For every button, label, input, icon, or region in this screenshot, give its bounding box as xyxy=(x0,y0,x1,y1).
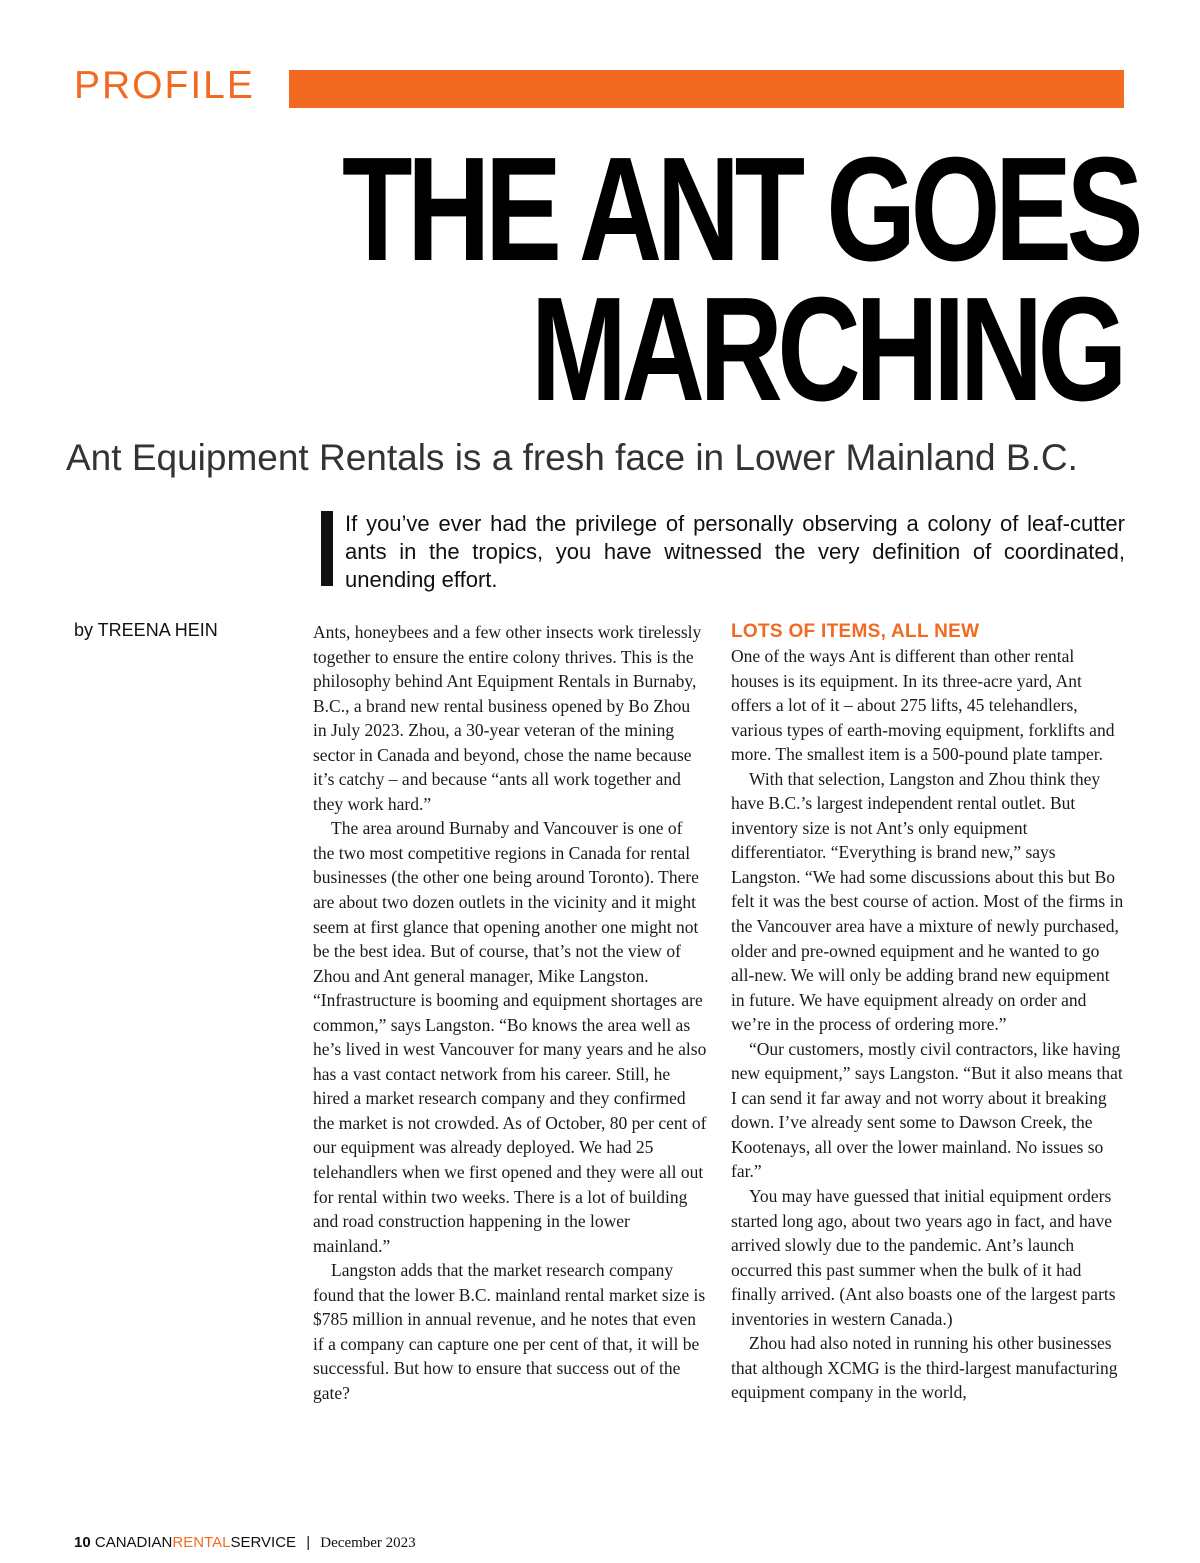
body-paragraph: Ants, honeybees and a few other insects work tirelessly together to ensure the entire colony thrives. This is the philosophy behind Ant Equipment Rentals in Burnaby, B.C., a brand new rental business opened by Bo Zhou in July 2023. Zhou, a 30-year veteran of the mining sector in Canada and beyond, chose the name because it’s catchy – and because “ants all work together and they work hard.” xyxy=(313,622,702,814)
dropcap-bar xyxy=(321,511,333,586)
article-column-right xyxy=(731,620,1125,1405)
body-paragraph: With that selection, Langston and Zhou think they have B.C.’s largest independent rental outlet. But inventory size is not Ant’s only equipment differentiator. “Everything is brand new,” says Langston. “We had some discussions about this but Bo felt it was the best course of action. Most of the firms in the Vancouver area have a mixture of newly purchased, older and pre-owned equipment and he wanted to go all-new. We will only be adding brand new equipment in future. We have equipment already on order and we’re in the process of ordering more.” xyxy=(731,768,1124,1035)
article-column-left xyxy=(313,620,707,1406)
headline-line-1: THE ANT GOES xyxy=(342,127,1139,292)
magazine-title xyxy=(95,1534,296,1551)
lead-paragraph: If you’ve ever had the privilege of personally observing a colony of leaf-cutter ants in the tropics, you have witnessed the very definition of coordinated, unending effort. xyxy=(345,511,1125,592)
section-label: PROFILE xyxy=(74,64,255,107)
page-number: 10 xyxy=(74,1534,91,1551)
headline xyxy=(342,127,1139,432)
issue-date: December 2023 xyxy=(320,1535,416,1551)
subhead: LOTS OF ITEMS, ALL NEW xyxy=(731,621,980,642)
body-paragraph: The area around Burnaby and Vancouver is one of the two most competitive regions in Canada for rental businesses (the other one being around Toronto). There are about two dozen outlets in the vicinity and it might seem at first glance that opening another one might not be the best idea. But of course, that’s not the view of Zhou and Ant general manager, Mike Langston. “Infrastructure is booming and equipment shortages are common,” says Langston. “Bo knows the area well as he’s lived in west Vancouver for many years and he also has a vast contact network from his career. Still, he hired a market research company and they confirmed the market is not crowded. As of October, 80 per cent of our equipment was already deployed. We had 25 telehandlers when we first opened and they were all out for rental within two weeks. There is a lot of building and road construction happening in the lower mainland.” xyxy=(313,818,707,1256)
byline: by TREENA HEIN xyxy=(74,620,218,640)
footer-divider: | xyxy=(306,1534,311,1551)
magazine-title-part-3: SERVICE xyxy=(230,1534,297,1551)
page-footer xyxy=(74,1534,416,1552)
section-accent-bar xyxy=(289,70,1124,108)
deck: Ant Equipment Rentals is a fresh face in Lower Mainland B.C. xyxy=(66,437,1078,478)
body-paragraph: “Our customers, mostly civil contractors, like having new equipment,” says Langston. “But it also means that I can send it far away and not worry about it breaking down. I’ve already sent some to Dawson Creek, the Kootenays, all over the lower mainland. No issues so far.” xyxy=(731,1038,1123,1182)
body-paragraph: Langston adds that the market research company found that the lower B.C. mainland rental market size is $785 million in annual revenue, and he notes that even if a company can capture one per cent of that, it will be successful. But how to ensure that success out of the gate? xyxy=(313,1260,706,1403)
magazine-title-part-1: CANADIAN xyxy=(94,1534,173,1551)
headline-line-2: MARCHING xyxy=(530,267,1122,432)
body-paragraph: Zhou had also noted in running his other businesses that although XCMG is the third-largest manufacturing equipment company in the world, xyxy=(731,1333,1118,1403)
body-paragraph: You may have guessed that initial equipment orders started long ago, about two years ago in fact, and have arrived slowly due to the pandemic. Ant’s launch occurred this past summer when the bulk of it had finally arrived. (Ant also boasts one of the largest parts inventories in western Canada.) xyxy=(731,1186,1116,1329)
magazine-title-part-2: RENTAL xyxy=(172,1534,231,1551)
body-paragraph: One of the ways Ant is different than other rental houses is its equipment. In its three-acre yard, Ant offers a lot of it – about 275 lifts, 45 telehandlers, various types of earth-moving equipment, forklifts and more. The smallest item is a 500-pound plate tamper. xyxy=(731,646,1115,765)
